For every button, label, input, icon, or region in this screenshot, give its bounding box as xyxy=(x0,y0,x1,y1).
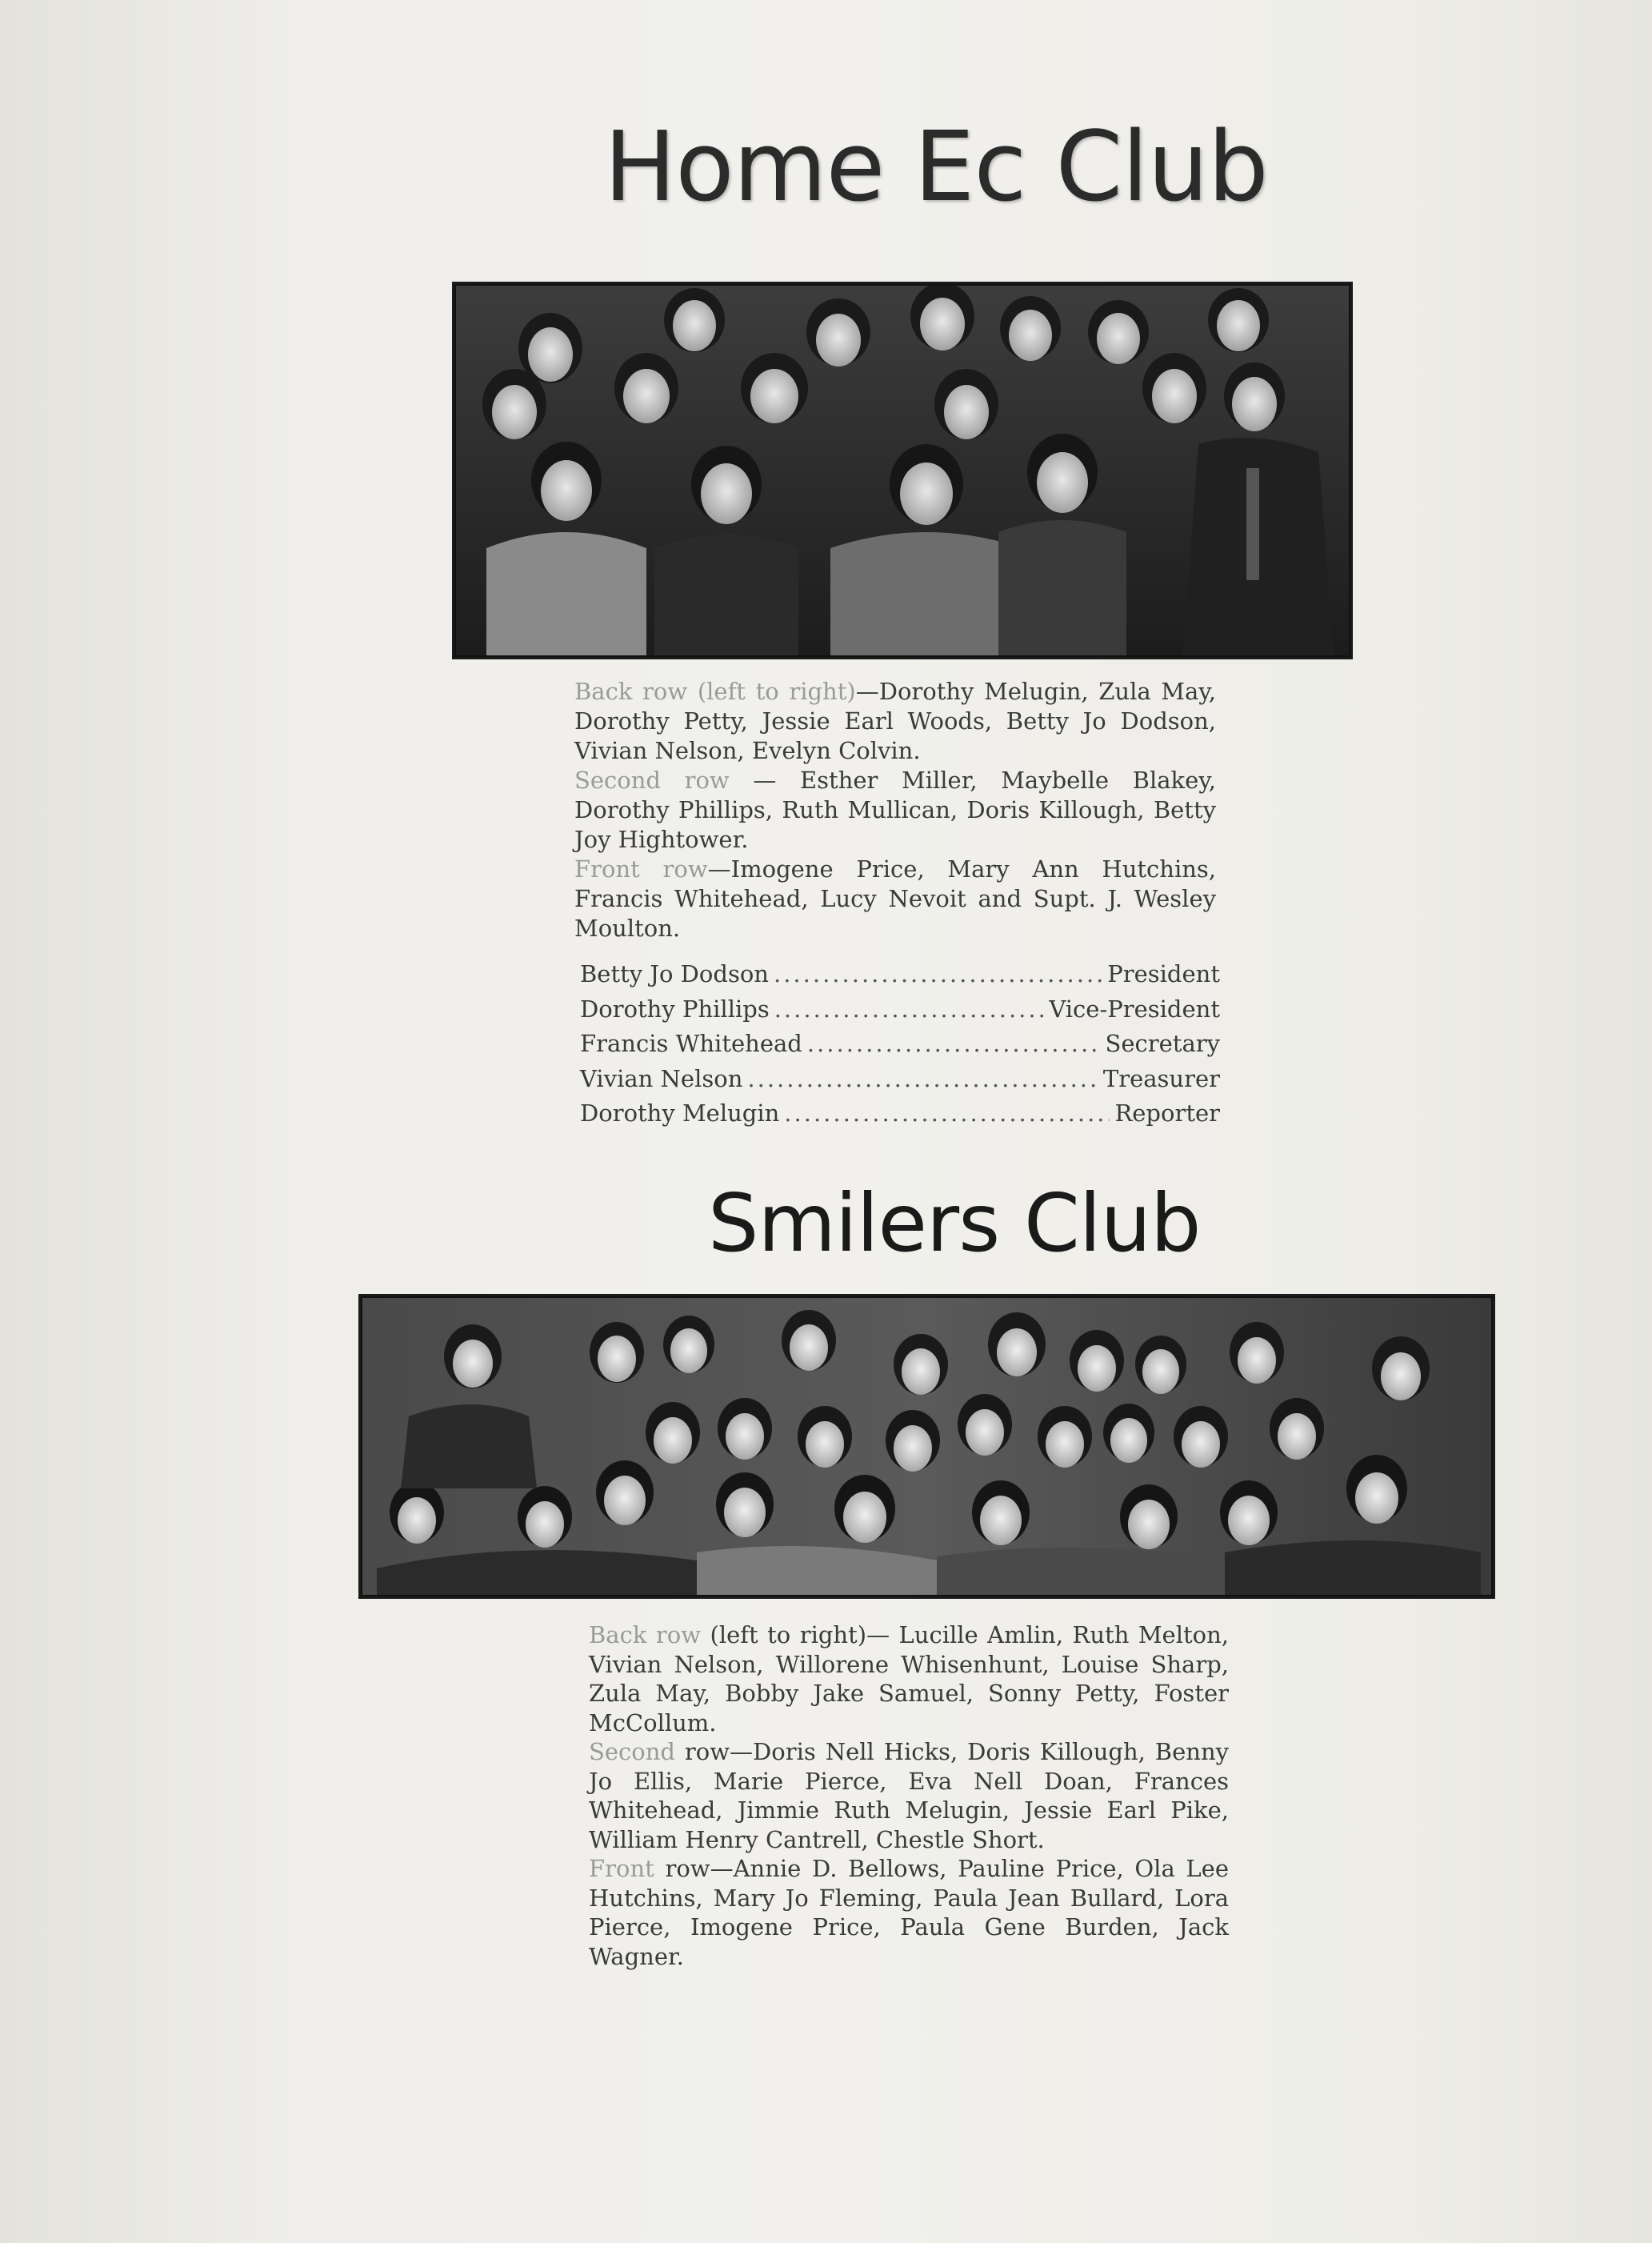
home-ec-back-row-names: —Dorothy Melugin, Zula May, Dorothy Petty, Jessie Earl Woods, Betty Jo Dodson, Vivian Nelson, Evelyn Colvin. xyxy=(574,678,1216,764)
smilers-second-row-label: Second xyxy=(589,1738,675,1765)
smilers-back-row-label: Back row xyxy=(589,1621,702,1648)
officer-row xyxy=(580,1030,1220,1065)
officer-title: Vice-President xyxy=(1049,995,1220,1023)
officer-row xyxy=(580,1099,1220,1135)
officer-name: Dorothy Phillips xyxy=(580,995,770,1023)
home-ec-second-row-names: — Esther Miller, Maybelle Blakey, Dorothy Phillips, Ruth Mullican, Doris Killough, Betty Joy Hightower. xyxy=(574,767,1216,853)
smilers-photo-caption xyxy=(589,1620,1229,1971)
officer-name: Betty Jo Dodson xyxy=(580,960,769,987)
leader-dots xyxy=(774,995,1045,1023)
leader-dots xyxy=(774,960,1102,987)
home-ec-second-row-label: Second row xyxy=(574,767,730,794)
home-ec-club-title: Home Ec Club xyxy=(604,112,1268,223)
officer-row xyxy=(580,960,1220,995)
home-ec-back-row xyxy=(574,677,1216,766)
officer-title: Secretary xyxy=(1105,1030,1220,1057)
leader-dots xyxy=(747,1065,1098,1092)
officer-name: Dorothy Melugin xyxy=(580,1099,780,1127)
home-ec-back-row-label: Back row (left to right) xyxy=(574,678,856,705)
leader-dots xyxy=(807,1030,1101,1057)
officer-title: President xyxy=(1107,960,1220,987)
smilers-second-row xyxy=(589,1737,1229,1854)
officer-name: Francis Whitehead xyxy=(580,1030,802,1057)
home-ec-officers-list xyxy=(580,960,1220,1135)
smilers-second-row-names: row—Doris Nell Hicks, Doris Killough, Benny Jo Ellis, Marie Pierce, Eva Nell Doan, Frances Whitehead, Jimmie Ruth Melugin, Jessie Earl Pike, William Henry Cantrell, Chestle Short. xyxy=(589,1738,1229,1853)
home-ec-photo-image xyxy=(454,284,1350,657)
officer-name: Vivian Nelson xyxy=(580,1064,743,1092)
home-ec-photo-caption xyxy=(574,677,1216,943)
home-ec-club-group-photo xyxy=(452,282,1353,659)
smilers-club-title: Smilers Club xyxy=(708,1176,1201,1270)
officer-title: Reporter xyxy=(1114,1099,1220,1127)
smilers-back-row xyxy=(589,1620,1229,1737)
home-ec-front-row-label: Front row xyxy=(574,855,708,883)
smilers-front-row-label: Front xyxy=(589,1855,654,1882)
smilers-back-row-names: (left to right)— Lucille Amlin, Ruth Melton, Vivian Nelson, Willorene Whisenhunt, Louise Sharp, Zula May, Bobby Jake Samuel, Sonny Petty, Foster McCollum. xyxy=(589,1621,1229,1736)
leader-dots xyxy=(784,1099,1110,1127)
smilers-front-row-names: row—Annie D. Bellows, Pauline Price, Ola Lee Hutchins, Mary Jo Fleming, Paula Jean Bullard, Lora Pierce, Imogene Price, Paula Gene Burden, Jack Wagner. xyxy=(589,1855,1229,1970)
smilers-photo-image xyxy=(361,1296,1493,1596)
officer-title: Treasurer xyxy=(1102,1064,1220,1092)
officer-row xyxy=(580,995,1220,1031)
home-ec-front-row-names: —Imogene Price, Mary Ann Hutchins, Francis Whitehead, Lucy Nevoit and Supt. J. Wesley Moulton. xyxy=(574,855,1217,942)
smilers-front-row xyxy=(589,1854,1229,1971)
officer-row xyxy=(580,1065,1220,1100)
home-ec-front-row xyxy=(574,855,1216,943)
home-ec-second-row xyxy=(574,766,1216,855)
smilers-club-group-photo xyxy=(358,1294,1495,1599)
